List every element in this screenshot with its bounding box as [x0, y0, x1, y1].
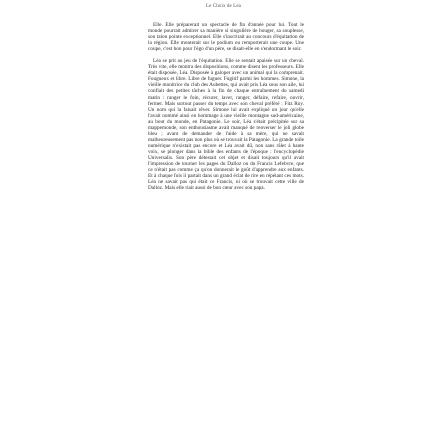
- running-header: Le Choix de Léa: [206, 4, 241, 9]
- paragraph-1: Elle. Elle préparerait un spectacle de fin d'année pour lui. Tout le monde pourrait admirer sa manière si singulière de bouger, sa souplesse, son talon pointe exceptionnel. Elle s'inscrirait au concours d'équitation de la région. Elle monterait sur le podium ou remporterait une coupe. Une coupe, c'est bon pour l'égo d'un père, se disait-elle en s'endormant le soir.: [148, 22, 304, 53]
- paragraph-2: Léa se prit au jeu de l'équitation. Elle se sentait apaisée sur un cheval. Très vite, elle montra des dispositions, comme disent les professeurs. Elle était disposée, Léa. Disposée à galoper avec un animal qui la comprenait. Fougueux et libre. Libre de fuguer. Fugitif parmi les hommes. Simone, la vieille monitrice du club des Aubettes, qui avait pris Léa sous son aile, lui confiait des petites tâches à la fin de chaque entraînement du samedi matin : ranger le foin, récurer, laver, ranger, défaire, refaire, ouvrir, fermer. Mais surtout passer du temps avec son cheval préféré : Fitz Roy. Un nom qui la faisait rêver. Simone lui avait expliqué un jour qu'elle l'avait nommé ainsi en hommage à une vieille montagne sud-américaine, au bout du monde, en Patagonie. Le soir, Léa s'était précipitée sur sa mappemonde, son enthousiasme avait manqué de renverser le joli globe bleu ; avant de demander de l'aide à sa mère, qui ne savait malheureusement pas non plus où se trouvait la Patagonie. La grande toile numérique n'existait pas encore et Léa avait dû, non sans râler à haute voix, se plonger dans la bible des enfants de l'époque : l'encyclopédie Universalis. Son père détestait cet objet et disait toujours qu'il avait l'impression de tourner les pages du Dalloz ou du Francis Lefebvre, que ce n'était pas comme ça qu'on donnerait le goût d'apprendre aux enfants. Et à chaque fois il partait dans un grand éclat de rire en répétant ces mots. Léa ne savait pas qui était ce Francis, ni où se trouvait cette ville de Dalloz. Mais elle riait aussi de bon cœur avec son papa.: [148, 58, 304, 192]
- body-text: [148, 22, 304, 191]
